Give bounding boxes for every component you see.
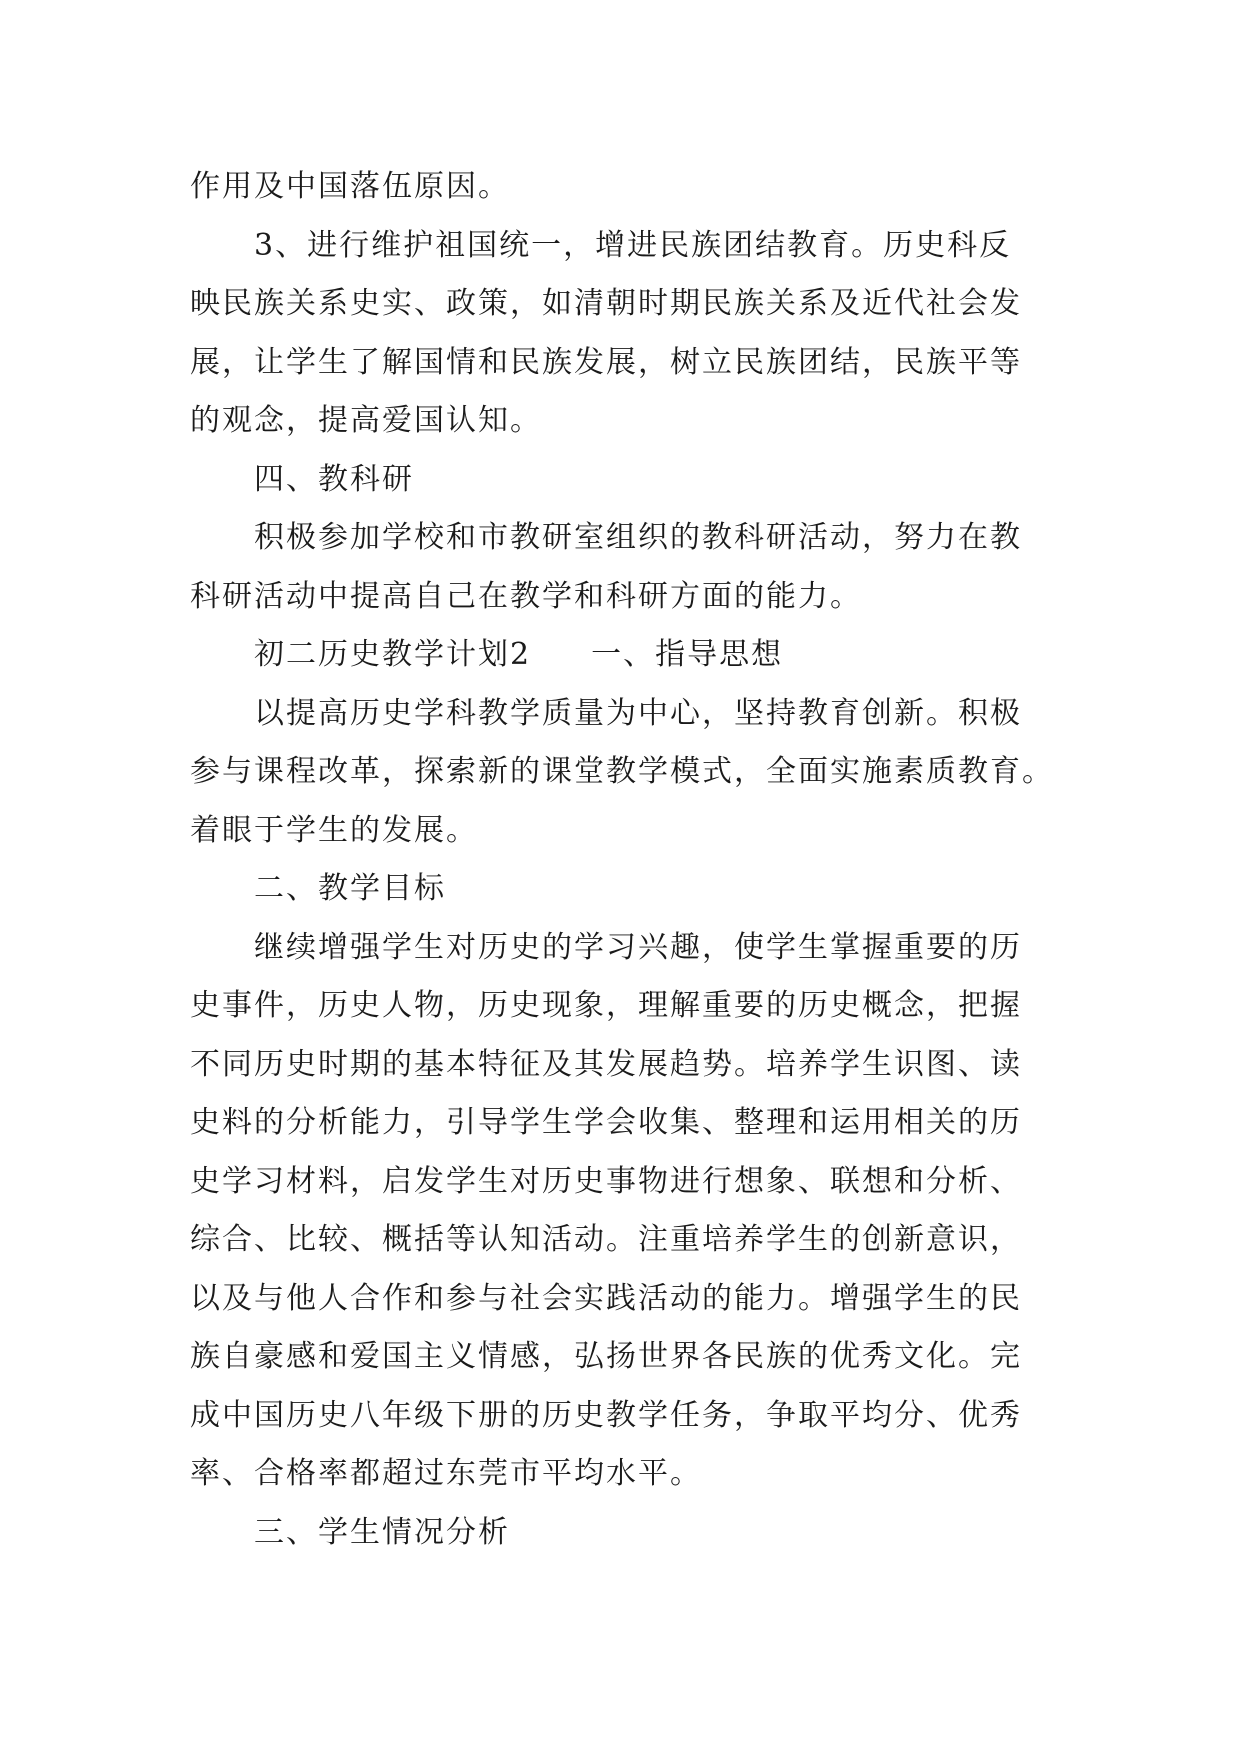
paragraph-line: 史事件，历史人物，历史现象，理解重要的历史概念，把握 <box>190 988 1022 1023</box>
paragraph-line: 史学习材料，启发学生对历史事物进行想象、联想和分析、 <box>190 1163 1022 1199</box>
section-heading: 四、教科研 <box>254 461 414 497</box>
paragraph-line: 着眼于学生的发展。 <box>190 812 478 848</box>
paragraph-line: 科研活动中提高自己在教学和科研方面的能力。 <box>190 578 862 614</box>
paragraph-line: 继续增强学生对历史的学习兴趣，使学生掌握重要的历 <box>254 929 1022 965</box>
section-heading: 三、学生情况分析 <box>254 1514 510 1550</box>
paragraph-line: 不同历史时期的基本特征及其发展趋势。培养学生识图、读 <box>190 1046 1022 1082</box>
paragraph-line: 史料的分析能力，引导学生学会收集、整理和运用相关的历 <box>190 1105 1022 1140</box>
document-body <box>190 158 1052 1562</box>
plan-title-line <box>190 626 1052 685</box>
paragraph-line: 综合、比较、概括等认知活动。注重培养学生的创新意识， <box>190 1222 1022 1257</box>
paragraph-line: 以及与他人合作和参与社会实践活动的能力。增强学生的民 <box>190 1280 1022 1316</box>
paragraph-line: 率、合格率都超过东莞市平均水平。 <box>190 1456 702 1491</box>
paragraph-line: 积极参加学校和市教研室组织的教科研活动，努力在教 <box>254 520 1022 555</box>
paragraph-line: 展，让学生了解国情和民族发展，树立民族团结，民族平等 <box>190 344 1022 380</box>
plan-title: 初二历史教学计划2 <box>254 637 532 672</box>
paragraph-line: 族自豪感和爱国主义情感，弘扬世界各民族的优秀文化。完 <box>190 1339 1022 1374</box>
paragraph-line: 以提高历史学科教学质量为中心，坚持教育创新。积极 <box>254 695 1022 731</box>
section-heading: 二、教学目标 <box>254 871 446 906</box>
paragraph-line: 成中国历史八年级下册的历史教学任务，争取平均分、优秀 <box>190 1397 1022 1433</box>
paragraph-line: 映民族关系史实、政策，如清朝时期民族关系及近代社会发 <box>190 286 1022 321</box>
paragraph-line: 的观念，提高爱国认知。 <box>190 403 542 438</box>
paragraph-line: 作用及中国落伍原因。 <box>190 169 510 204</box>
section-heading: 一、指导思想 <box>591 637 784 672</box>
paragraph-line: 参与课程改革，探索新的课堂教学模式，全面实施素质教育。 <box>190 754 1054 789</box>
paragraph-line: 3、进行维护祖国统一，增进民族团结教育。历史科反 <box>254 227 1012 263</box>
